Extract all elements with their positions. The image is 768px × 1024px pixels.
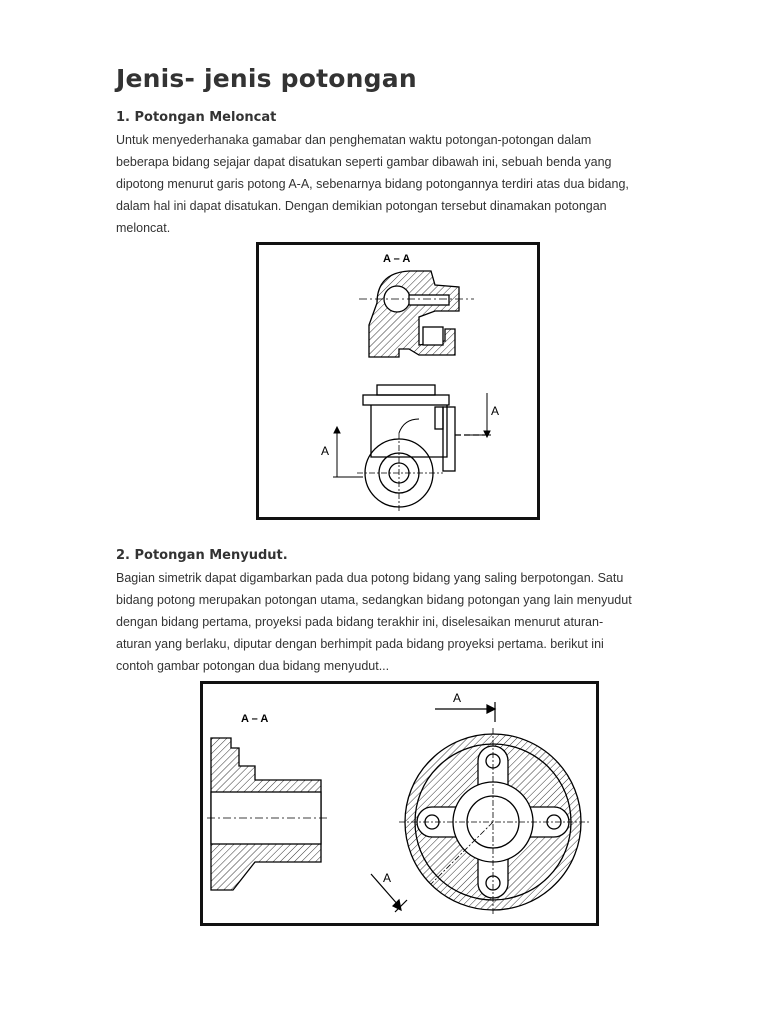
section-view	[359, 271, 474, 357]
section-label: A – A	[241, 713, 269, 725]
paragraph-line: dalam hal ini dapat disatukan. Dengan demikian potongan tersebut dinamakan potongan	[116, 199, 607, 213]
section-heading-potongan-meloncat: 1. Potongan Meloncat	[116, 110, 277, 125]
drawing-stepped-section	[259, 245, 537, 517]
front-view	[357, 385, 485, 513]
paragraph-line: dengan bidang pertama, proyeksi pada bidang terakhir ini, diselesaikan menurut aturan-	[116, 615, 604, 629]
section-label: A – A	[383, 253, 411, 265]
cutting-plane-label-left: A	[321, 444, 330, 458]
section-heading-potongan-menyudut: 2. Potongan Menyudut.	[116, 548, 288, 563]
paragraph-line: bidang potong merupakan potongan utama, sedangkan bidang potongan yang lain menyudut	[116, 593, 632, 607]
figure-potongan-meloncat	[256, 242, 540, 520]
cutting-plane-label-bottom: A	[383, 871, 392, 885]
front-view	[399, 728, 589, 916]
figure-potongan-menyudut	[200, 681, 599, 926]
paragraph-line: aturan yang berlaku, diputar dengan berhimpit pada bidang proyeksi pertama. berikut ini	[116, 637, 604, 651]
paragraph-line: beberapa bidang sejajar dapat disatukan seperti gambar dibawah ini, sebuah benda yang	[116, 155, 612, 169]
paragraph-line: contoh gambar potongan dua bidang menyudut...	[116, 659, 390, 673]
drawing-aligned-section	[203, 684, 596, 923]
section-view	[207, 738, 327, 890]
section-paragraph-potongan-meloncat	[116, 129, 686, 239]
paragraph-line: meloncat.	[116, 221, 171, 235]
cutting-plane-label-top: A	[453, 691, 462, 705]
paragraph-line: dipotong menurut garis potong A-A, sebenarnya bidang potongannya terdiri atas dua bidang,	[116, 177, 629, 191]
section-paragraph-potongan-menyudut	[116, 567, 686, 677]
page-title: Jenis- jenis potongan	[116, 64, 417, 93]
paragraph-line: Untuk menyederhanaka gamabar dan penghematan waktu potongan-potongan dalam	[116, 133, 592, 147]
paragraph-line: Bagian simetrik dapat digambarkan pada dua potong bidang yang saling berpotongan. Satu	[116, 571, 624, 585]
cutting-plane-label-right: A	[491, 404, 500, 418]
